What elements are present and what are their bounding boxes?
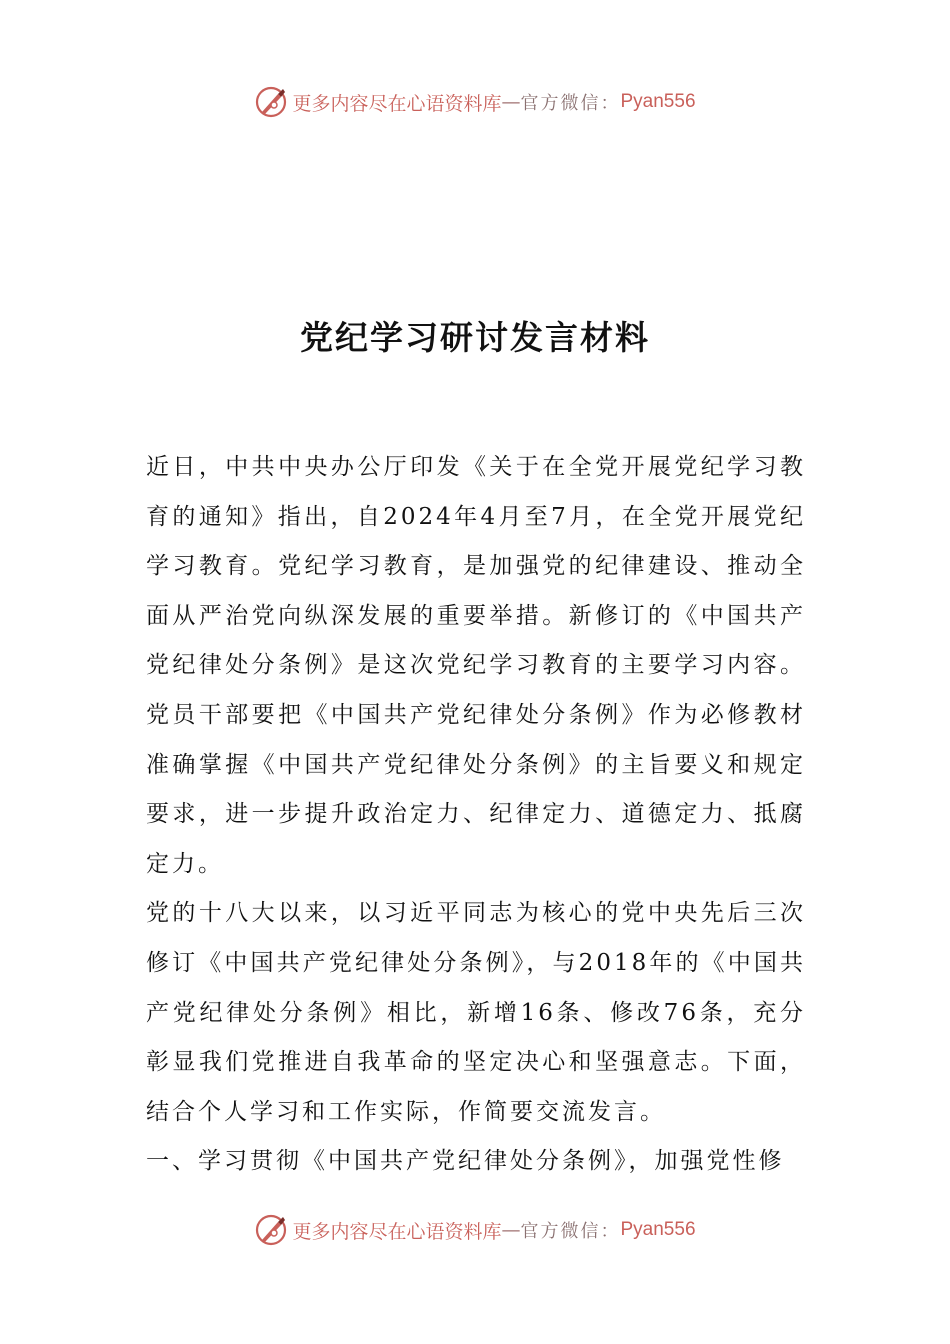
watermark-wechat-id: Pyan556 [620,1219,696,1240]
footer-watermark [0,1210,950,1250]
body-paragraph: 一、学习贯彻《中国共产党纪律处分条例》，加强党性修 [146,1148,785,1175]
body-paragraph: 党的十八大以来，以习近平同志为核心的党中央先后三次修订《中国共产党纪律处分条例》，与2018年的《中国共产党纪律处分条例》相比，新增16条、修改76条，充分彰显我们党推进自我革命的坚定决心和坚强意志。下面，结合个人学习和工作实际，作简要交流发言。 [146,900,806,1125]
watermark-wechat-label: 官方微信： [520,1221,621,1242]
pen-circle-logo-icon [254,85,288,119]
watermark-separator: — [501,1219,521,1241]
watermark-wechat-id: Pyan556 [620,91,696,112]
watermark-brand-text: 更多内容尽在心语资料库 [292,1220,502,1243]
body-paragraph: 近日，中共中央办公厅印发《关于在全党开展党纪学习教育的通知》指出，自2024年4月至7月，在全党开展党纪学习教育。党纪学习教育，是加强党的纪律建设、推动全面从严治党向纵深发展的重要举措。新修订的《中国共产党纪律处分条例》是这次党纪学习教育的主要学习内容。党员干部要把《中国共产党纪律处分条例》作为必修教材准确掌握《中国共产党纪律处分条例》的主旨要义和规定要求，进一步提升政治定力、纪律定力、道德定力、抵腐定力。 [146,454,806,877]
document-title: 党纪学习研讨发言材料 [300,318,650,357]
watermark-wechat-label: 官方微信： [520,93,621,114]
watermark-brand-text: 更多内容尽在心语资料库 [292,92,502,115]
watermark-separator: — [501,91,521,113]
header-watermark [0,82,950,122]
document-body [146,443,806,1187]
pen-circle-logo-icon [254,1213,288,1247]
